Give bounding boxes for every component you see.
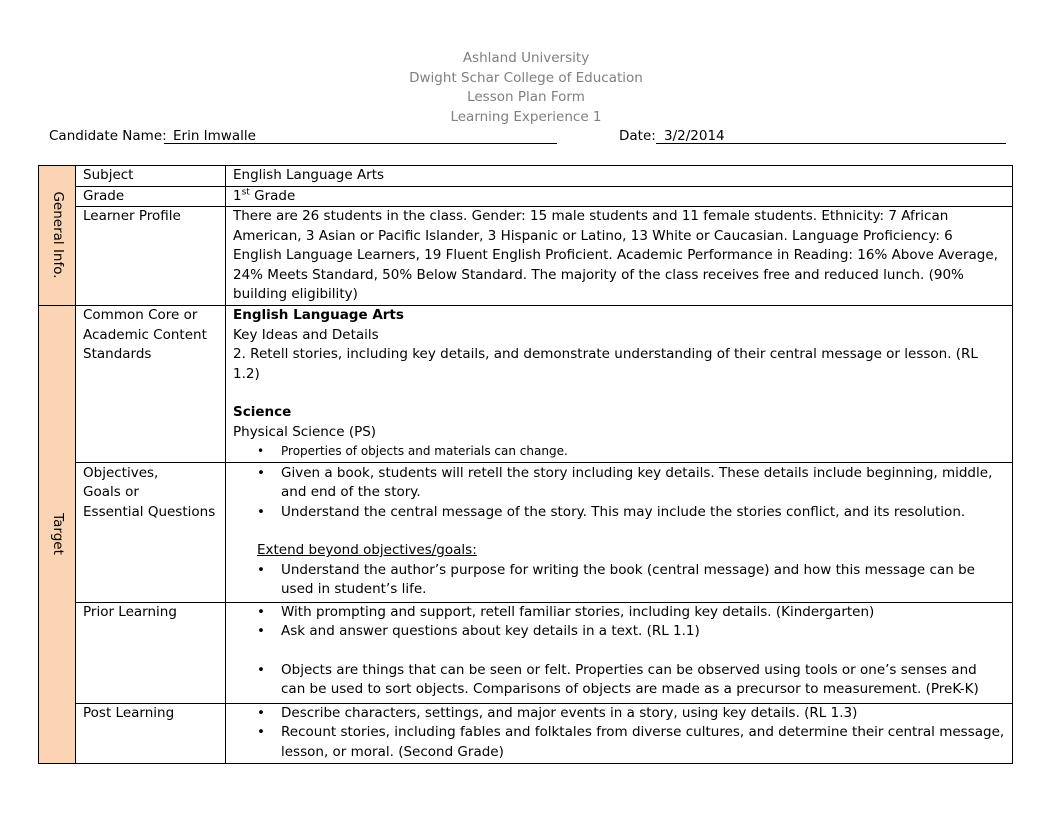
- standards-label-line: Common Core or: [83, 307, 198, 323]
- standards-label: [76, 306, 226, 463]
- general-info-side: [39, 166, 76, 306]
- candidate-name-field[interactable]: Erin Imwalle: [164, 128, 557, 144]
- objectives-label-line: Objectives,: [83, 464, 159, 481]
- prior-bullet: • With prompting and support, retell familiar stories, including key details. (Kindergarten): [233, 603, 1005, 623]
- college-name: Dwight Schar College of Education: [409, 69, 643, 86]
- form-title: Lesson Plan Form: [467, 89, 585, 105]
- standards-content: [226, 306, 1013, 463]
- grade-label: Grade: [76, 186, 226, 207]
- university-name: Ashland University: [462, 50, 590, 66]
- subject-value: English Language Arts: [226, 166, 1013, 187]
- candidate-label: Candidate Name:: [49, 128, 167, 144]
- grade-word: Grade: [249, 187, 296, 204]
- prior-learning-label: Prior Learning: [76, 602, 226, 703]
- standards-label-line: Standards: [83, 346, 152, 362]
- objectives-label: [76, 462, 226, 602]
- grade-number: 1: [233, 187, 242, 204]
- standards-label-line: Academic Content: [83, 326, 207, 343]
- form-header: [0, 49, 1052, 127]
- objective-bullet: • Understand the central message of the story. This may include the stories conflict, and its resolution.: [233, 503, 1005, 523]
- general-info-label: General Info.: [49, 191, 66, 279]
- science-heading: Science: [233, 404, 292, 420]
- post-learning-label: Post Learning: [76, 703, 226, 763]
- post-learning-content: [226, 703, 1013, 763]
- target-label: Target: [49, 513, 66, 556]
- objectives-label-line: Essential Questions: [83, 503, 216, 520]
- target-side: [39, 306, 76, 764]
- extend-bullet: • Understand the author’s purpose for writing the book (central message) and how this message can be used in student’s life.: [233, 561, 1005, 600]
- post-bullet: • Describe characters, settings, and major events in a story, using key details. (RL 1.3): [233, 704, 1005, 724]
- extend-heading: Extend beyond objectives/goals:: [257, 542, 477, 558]
- science-bullet: • Properties of objects and materials can change.: [233, 442, 1005, 462]
- prior-bullet: • Ask and answer questions about key details in a text. (RL 1.1): [233, 622, 1005, 642]
- prior-learning-content: [226, 602, 1013, 703]
- prior-bullet: • Objects are things that can be seen or felt. Properties can be observed using tools or one’s senses and can be used to sort objects. Comparisons of objects are made as a precursor to measurement. (PreK-K): [233, 661, 1005, 700]
- experience-title: Learning Experience 1: [450, 108, 602, 125]
- ela-heading: English Language Arts: [233, 307, 404, 323]
- learner-profile-label: Learner Profile: [76, 207, 226, 306]
- general-info-table: [38, 165, 1013, 306]
- objective-bullet: • Given a book, students will retell the story including key details. These details include beginning, middle, and end of the story.: [233, 464, 1005, 503]
- ela-subheading: Key Ideas and Details: [233, 326, 379, 343]
- objectives-label-line: Goals or: [83, 484, 139, 500]
- ela-standard: 2. Retell stories, including key details, and demonstrate understanding of their central message or lesson. (RL 1.2): [233, 346, 978, 382]
- date-label: Date:: [619, 128, 656, 144]
- grade-suffix: st: [241, 187, 250, 197]
- post-bullet: • Recount stories, including fables and folktales from diverse cultures, and determine their central message, lesson, or moral. (Second Grade): [233, 723, 1005, 762]
- target-table: [38, 305, 1013, 764]
- learner-profile-value: There are 26 students in the class. Gender: 15 male students and 11 female students. Ethnicity: 7 African American, 3 Asian or Pacific Islander, 3 Hispanic or Latino, 13 White or Caucasian. Language Proficiency: 6 English Language Learners, 19 Fluent English Proficient. Academic Performance in Reading: 16% Above Average, 24% Meets Standard, 50% Below Standard. The majority of the class receives free and reduced lunch. (90% building eligibility): [226, 207, 1013, 306]
- subject-label: Subject: [76, 166, 226, 187]
- grade-value: [226, 186, 1013, 207]
- science-subheading: Physical Science (PS): [233, 423, 377, 440]
- date-field[interactable]: 3/2/2014: [656, 128, 1006, 144]
- objectives-content: [226, 462, 1013, 602]
